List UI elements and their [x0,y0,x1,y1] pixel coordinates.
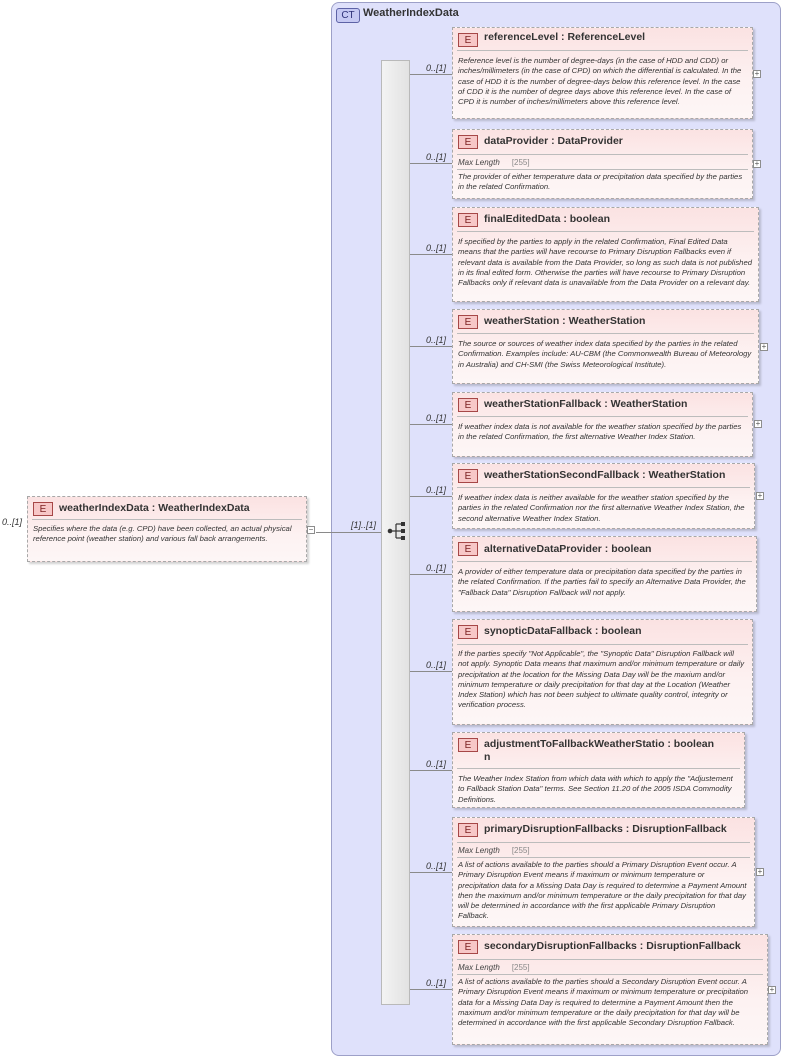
element-doc: A provider of either temperature data or precipitation data specified by the parties in the related Confirmation. If the parties fail to specify an Alternative Data Provider, the "Fallback Data" Disruption Fallback will not apply. [458,567,746,597]
element-doc: If specified by the parties to apply in the related Confirmation, Final Edited Data means that the parties will have recourse to Primary Disruption Fallbacks even if relevant data is available from the Data Provider, so long as such data is not published in its final edited form. Otherwise the parties will have recourse to Primary Disruption Fallbacks only if relevant data is unavailable from the Data Provider on a relevant day. [458,237,753,288]
element-adjustmentToFallbackWeatherStation[interactable] [452,732,745,808]
separator [457,416,748,417]
connector-line [410,496,452,497]
element-badge: E [458,33,478,47]
element-cardinality: 0..[1] [426,978,447,988]
element-name-line2: n [484,751,491,763]
separator [457,768,740,769]
element-name: weatherStationSecondFallback : WeatherStation [484,469,726,481]
separator [457,333,754,334]
element-cardinality: 0..[1] [426,660,447,670]
facet-max-length [458,846,530,855]
separator [32,519,302,520]
connector-line [410,671,452,672]
element-doc: If weather index data is neither available for the weather station specified by the parties in the related Confirmation nor the first alternative Weather Index Station, the second alternative Weather Index Station. [458,493,745,523]
sequence-cardinality: [1]..[1] [351,520,377,530]
element-alternativeDataProvider[interactable] [452,536,757,612]
element-doc: A list of actions available to the parties should a Primary Disruption Event occur. A Primary Disruption Event means if maximum or minimum temperature or precipitation data for a Missing Data Day is required to determine a Payment Amount then the maximum and/or minimum temperature or the daily precipitation for that day will be determined in accordance with the first applicable Primary Disruption Fallback. [458,860,747,921]
connector-line [410,346,452,347]
element-name: synopticDataFallback : boolean [484,625,642,637]
connector-line [410,872,452,873]
facet-label: Max Length [458,846,500,855]
element-name: weatherStationFallback : WeatherStation [484,398,688,410]
element-doc: A list of actions available to the parties should a Secondary Disruption Event occur. A Primary Disruption Event means if maximum or minimum temperature or precipitation data for a Missing Data Day is required to determine a Payment Amount then the maximum and/or minimum temperature or the daily precipitation for that day will be determined in accordance with the first applicable Secondary Disruption Fallback. [458,977,749,1028]
element-badge: E [33,502,53,516]
separator [457,857,750,858]
facet-value: [255] [511,846,530,855]
separator [457,154,748,155]
element-name: alternativeDataProvider : boolean [484,543,652,555]
element-cardinality: 0..[1] [426,152,447,162]
element-weatherStation[interactable] [452,309,759,384]
separator [457,231,754,232]
element-badge: E [458,398,478,412]
complex-type-title: WeatherIndexData [363,7,459,19]
element-cardinality: 0..[1] [426,413,447,423]
facet-label: Max Length [458,963,500,972]
connector-line [410,989,452,990]
complex-type-badge: CT [336,8,360,23]
element-badge: E [458,625,478,639]
element-badge: E [458,940,478,954]
element-cardinality: 0..[1] [426,563,447,573]
separator [457,169,748,170]
expand-toggle[interactable]: + [757,867,763,876]
element-badge: E [458,469,478,483]
element-badge: E [458,542,478,556]
root-connector-line [316,532,381,533]
facet-value: [255] [511,158,530,167]
facet-max-length [458,158,530,167]
sequence-icon [386,520,408,542]
element-cardinality: 0..[1] [426,485,447,495]
connector-line [410,163,452,164]
separator [457,487,750,488]
expand-toggle[interactable]: + [769,985,775,994]
element-name: weatherStation : WeatherStation [484,315,646,327]
facet-label: Max Length [458,158,500,167]
connector-line [410,254,452,255]
element-name [484,738,738,764]
separator [457,50,748,51]
connector-line [410,424,452,425]
element-cardinality: 0..[1] [426,335,447,345]
element-primaryDisruptionFallbacks[interactable] [452,817,755,927]
root-element-weatherIndexData[interactable] [27,496,307,562]
element-doc: Reference level is the number of degree-days (in the case of HDD and CDD) or inches/millimeters (in the case of CPD) on which the differential is calculated. In the case of HDD it is the number of degree-days below this reference level. In the case of CDD it is the number of degree days above this reference level. In the case of CPD it is number of inches/millimeters above this reference level. [458,56,742,107]
element-badge: E [458,738,478,752]
element-cardinality: 0..[1] [426,63,447,73]
element-name: finalEditedData : boolean [484,213,611,225]
expand-toggle[interactable]: + [755,419,761,428]
element-name: dataProvider : DataProvider [484,135,623,147]
separator [457,644,748,645]
connector-line [410,74,452,75]
element-name-line1: adjustmentToFallbackWeatherStatio : boolean [484,738,715,750]
element-doc: The provider of either temperature data or precipitation data specified by the parties in the related Confirmation. [458,172,743,192]
element-dataProvider[interactable] [452,129,753,199]
element-badge: E [458,823,478,837]
element-finalEditedData[interactable] [452,207,759,302]
element-name: primaryDisruptionFallbacks : DisruptionFallback [484,823,727,835]
element-name: secondaryDisruptionFallbacks : DisruptionFallback [484,940,741,952]
element-badge: E [458,135,478,149]
element-weatherStationSecondFallback[interactable] [452,463,755,529]
element-doc: Specifies where the data (e.g. CPD) have been collected, an actual physical reference point (weather station) and various fall back arrangements. [33,524,292,544]
element-doc: The source or sources of weather index data specified by the parties in the related Confirmation. Examples include: AU-CBM (the Commonwealth Bureau of Meteorology in Australia) and CH-SMI (the Swiss Meteorological Institute). [458,339,752,369]
element-doc: The Weather Index Station from which data with which to apply the "Adjustement to Fallback Station Data" terms. See Section 11.20 of the 2005 ISDA Commodity Definitions. [458,774,733,804]
element-referenceLevel[interactable] [452,27,753,119]
separator [457,561,752,562]
element-doc: If weather index data is not available for the weather station specified by the parties in the related Confirmation, the first alternative Weather Index Station. [458,422,742,442]
element-badge: E [458,213,478,227]
connector-line [410,770,452,771]
expand-toggle[interactable]: + [754,69,760,78]
separator [457,974,763,975]
element-cardinality: 0..[1] [426,243,447,253]
connector-line [410,574,452,575]
element-secondaryDisruptionFallbacks[interactable] [452,934,768,1045]
expand-toggle[interactable]: + [757,491,763,500]
element-cardinality: 0..[1] [426,861,447,871]
element-name: referenceLevel : ReferenceLevel [484,31,646,43]
element-cardinality: 0..[1] [426,759,447,769]
element-doc: If the parties specify "Not Applicable", the "Synoptic Data" Disruption Fallback will not apply. Synoptic Data means that maximum and/or minimum temperature or daily precipitation at the location for the Missing Data Day will be the maxium and/or minimum temperature or daily precipitation for that day at the Location (Weather Index Station) which has not been subject to ultimate quality control, integrity or verification process. [458,649,745,710]
root-cardinality: 0..[1] [2,517,23,527]
facet-max-length [458,963,530,972]
element-name: weatherIndexData : WeatherIndexData [59,502,250,514]
element-badge: E [458,315,478,329]
element-synopticDataFallback[interactable] [452,619,753,725]
element-weatherStationFallback[interactable] [452,392,753,457]
separator [457,842,750,843]
expand-toggle[interactable]: + [754,159,760,168]
facet-value: [255] [511,963,530,972]
collapse-toggle[interactable]: − [308,525,314,534]
separator [457,959,763,960]
expand-toggle[interactable]: + [761,342,767,351]
